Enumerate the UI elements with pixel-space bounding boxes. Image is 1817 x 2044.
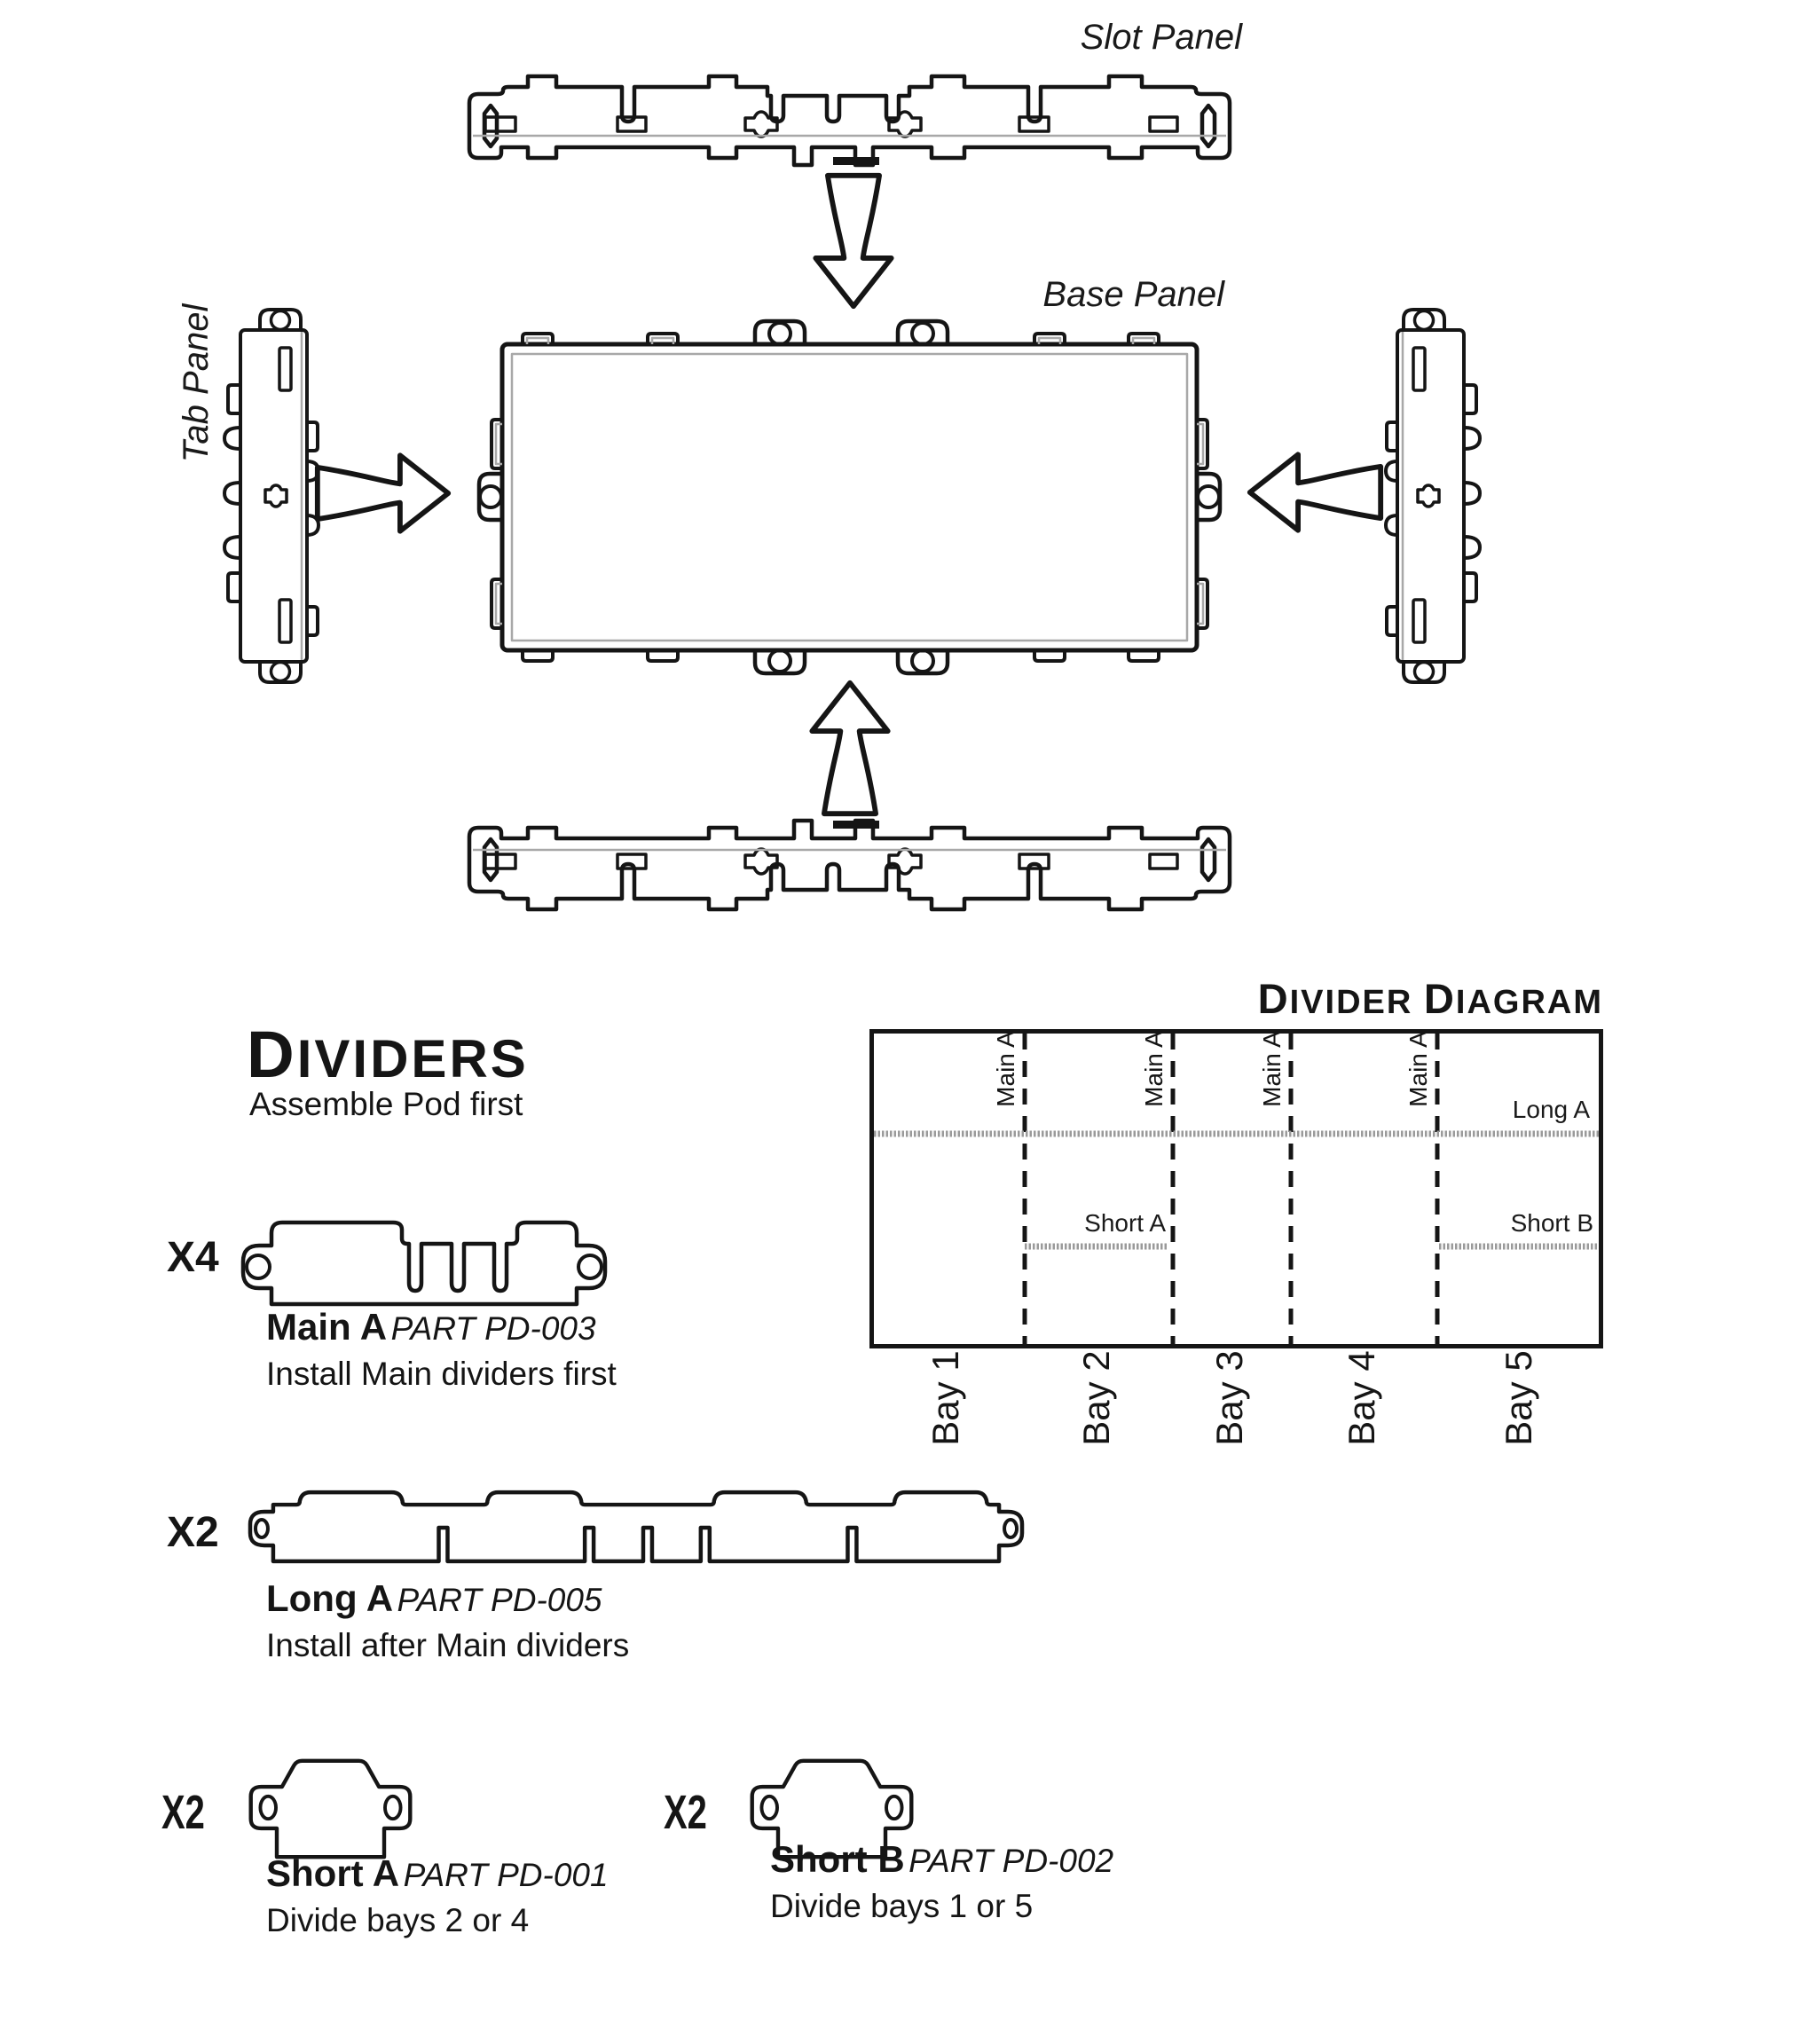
short-a-part-no: PART PD-001 (403, 1857, 609, 1893)
main-a-diagram-label-2: Main A (1140, 1031, 1168, 1107)
arrow-down-icon (800, 170, 907, 312)
divider-diagram-title: DIVIDER DIAGRAM (1257, 975, 1603, 1022)
long-a-note: Install after Main dividers (266, 1627, 630, 1663)
main-a-diagram-label-4: Main A (1404, 1031, 1432, 1107)
divider-diagram-lines (874, 1034, 1599, 1344)
slot-panel-shape-bottom (457, 817, 1242, 920)
short-a-diagram-label: Short A (1084, 1209, 1166, 1237)
tab-panel-shape-left (223, 307, 320, 687)
slot-panel-label: Slot Panel (1080, 18, 1242, 57)
arrow-up-icon (797, 677, 903, 819)
bay-label-3: Bay 3 (1208, 1350, 1250, 1446)
long-a-caption (266, 1577, 629, 1664)
slot-panel-shape-top (457, 66, 1242, 169)
main-a-note: Install Main dividers first (266, 1356, 617, 1392)
bay-label-1: Bay 1 (924, 1350, 966, 1446)
arrow-left-icon (1244, 439, 1386, 546)
long-a-part-no: PART PD-005 (397, 1582, 602, 1618)
short-b-caption (770, 1838, 1113, 1925)
tab-panel-label: Tab Panel (177, 303, 216, 463)
short-a-name: Short A (266, 1852, 400, 1894)
arrow-right-icon (312, 440, 454, 546)
main-a-diagram-label-3: Main A (1258, 1031, 1286, 1107)
long-a-name: Long A (266, 1577, 394, 1619)
short-b-note: Divide bays 1 or 5 (770, 1888, 1034, 1924)
short-b-qty: X2 (664, 1786, 707, 1839)
short-a-caption (266, 1852, 609, 1939)
short-a-qty: X2 (161, 1786, 205, 1839)
dividers-title: DIVIDERS (247, 1018, 529, 1091)
main-a-name: Main A (266, 1306, 388, 1348)
bay-label-4: Bay 4 (1341, 1350, 1382, 1446)
main-a-part-shape (238, 1214, 610, 1313)
main-a-qty: X4 (167, 1234, 219, 1281)
bay-label-2: Bay 2 (1075, 1350, 1117, 1446)
main-a-caption (266, 1306, 617, 1393)
short-b-part-no: PART PD-002 (908, 1843, 1114, 1879)
long-a-diagram-label: Long A (1512, 1096, 1590, 1123)
dividers-subtitle: Assemble Pod first (249, 1086, 523, 1122)
main-a-diagram-label-1: Main A (992, 1031, 1019, 1107)
short-a-note: Divide bays 2 or 4 (266, 1902, 530, 1938)
short-b-name: Short B (770, 1838, 905, 1880)
long-a-qty: X2 (167, 1509, 219, 1556)
main-a-part-no: PART PD-003 (390, 1310, 596, 1347)
divider-diagram-box (869, 1029, 1603, 1348)
base-panel-shape (470, 318, 1229, 677)
tab-panel-shape-right (1384, 307, 1482, 687)
short-b-diagram-label: Short B (1510, 1209, 1593, 1237)
short-a-part-shape (235, 1755, 426, 1863)
long-a-part-shape (247, 1489, 1026, 1567)
base-panel-label: Base Panel (1042, 275, 1224, 314)
bay-label-5: Bay 5 (1498, 1350, 1539, 1446)
